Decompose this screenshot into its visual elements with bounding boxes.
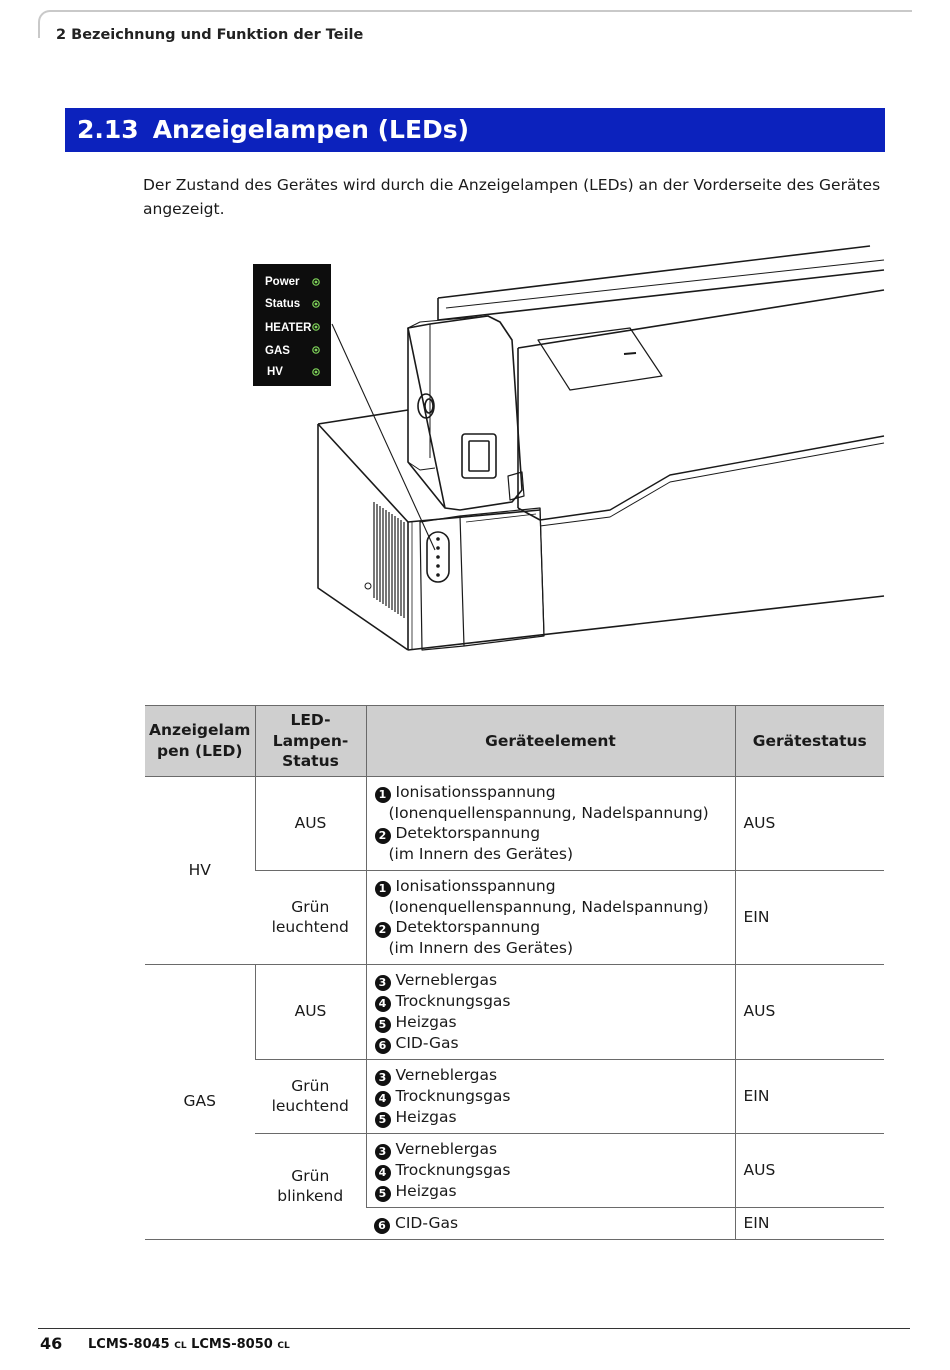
header-led: Anzeigelam pen (LED) (145, 706, 255, 777)
number-badge-icon: 6 (375, 1038, 391, 1054)
led-status-table (145, 705, 884, 1240)
led-state-cell: Grün leuchtend (255, 870, 366, 964)
number-badge-icon: 2 (375, 922, 391, 938)
led-state-cell: Grün blinkend (255, 1133, 366, 1239)
element-item: 4 Trocknungsgas (375, 1086, 727, 1107)
led-label-status: Status (265, 298, 301, 310)
element-item: 4 Trocknungsgas (375, 1160, 727, 1181)
number-badge-icon: 3 (375, 1144, 391, 1160)
element-subtext: (im Innern des Gerätes) (388, 845, 574, 863)
element-item: 6 CID-Gas (374, 1213, 727, 1234)
element-item: 1 Ionisationsspannung (375, 782, 727, 803)
element-subtext: (Ionenquellenspannung, Nadelspannung) (388, 897, 709, 916)
number-badge-icon: 5 (375, 1186, 391, 1202)
device-status-cell: EIN (735, 1207, 884, 1239)
element-cell (366, 964, 735, 1059)
chapter-heading: 2 Bezeichnung und Funktion der Teile (56, 27, 364, 43)
element-cell (366, 1207, 735, 1239)
table-row (145, 964, 884, 1059)
number-badge-icon: 4 (375, 1165, 391, 1181)
element-item: 4 Trocknungsgas (375, 991, 727, 1012)
number-badge-icon: 2 (375, 828, 391, 844)
header-device-status: Gerätestatus (735, 706, 884, 777)
element-item: 3 Verneblergas (375, 1065, 727, 1086)
footer-rule (38, 1328, 910, 1329)
number-badge-icon: 5 (375, 1112, 391, 1128)
device-status-cell: AUS (735, 776, 884, 870)
table-row (145, 1059, 884, 1133)
element-subtext: (Ionenquellenspannung, Nadelspannung) (388, 803, 709, 822)
table-row (145, 776, 884, 870)
number-badge-icon: 4 (375, 1091, 391, 1107)
element-item: 6 CID-Gas (375, 1033, 727, 1054)
number-badge-icon: 3 (375, 1070, 391, 1086)
section-number: 2.13 (77, 115, 139, 144)
table-row (145, 870, 884, 964)
number-badge-icon: 1 (375, 881, 391, 897)
model-names: LCMS-8045 CL LCMS-8050 CL (88, 1337, 290, 1352)
element-item: 2 Detektorspannung (375, 917, 727, 938)
header-element: Geräteelement (366, 706, 735, 777)
number-badge-icon: 6 (374, 1218, 390, 1234)
element-cell (366, 1133, 735, 1207)
element-item: 3 Verneblergas (375, 1139, 727, 1160)
element-item: 5 Heizgas (375, 1012, 727, 1033)
device-status-cell: EIN (735, 1059, 884, 1133)
element-cell (366, 1059, 735, 1133)
device-status-cell: AUS (735, 964, 884, 1059)
intro-paragraph: Der Zustand des Gerätes wird durch die Anzeigelampen (LEDs) an der Vorderseite des Gerätes angezeigt. (143, 176, 881, 218)
device-illustration (250, 240, 890, 660)
element-item: 3 Verneblergas (375, 970, 727, 991)
led-state-cell: Grün leuchtend (255, 1059, 366, 1133)
led-label-heater: HEATER (265, 322, 312, 334)
led-state-cell: AUS (255, 964, 366, 1059)
led-label-hv: HV (267, 366, 283, 378)
element-item: 1 Ionisationsspannung (375, 876, 727, 897)
led-name-cell: GAS (145, 964, 255, 1239)
device-status-cell: AUS (735, 1133, 884, 1207)
element-subtext: (im Innern des Gerätes) (388, 939, 574, 957)
header-led-state: LED- Lampen- Status (255, 706, 366, 777)
number-badge-icon: 4 (375, 996, 391, 1012)
element-item: 5 Heizgas (375, 1107, 727, 1128)
section-title: Anzeigelampen (LEDs) (152, 115, 470, 144)
table-header-row (145, 706, 884, 777)
element-cell (366, 870, 735, 964)
page-number: 46 (40, 1334, 63, 1353)
element-item: 2 Detektorspannung (375, 823, 727, 844)
led-label-power: Power (265, 276, 300, 288)
device-status-cell: EIN (735, 870, 884, 964)
led-label-gas: GAS (265, 345, 290, 357)
section-title-bar (65, 108, 885, 152)
number-badge-icon: 3 (375, 975, 391, 991)
number-badge-icon: 5 (375, 1017, 391, 1033)
table-row (145, 1133, 884, 1207)
led-state-cell: AUS (255, 776, 366, 870)
element-cell (366, 776, 735, 870)
number-badge-icon: 1 (375, 787, 391, 803)
led-name-cell: HV (145, 776, 255, 964)
element-item: 5 Heizgas (375, 1181, 727, 1202)
